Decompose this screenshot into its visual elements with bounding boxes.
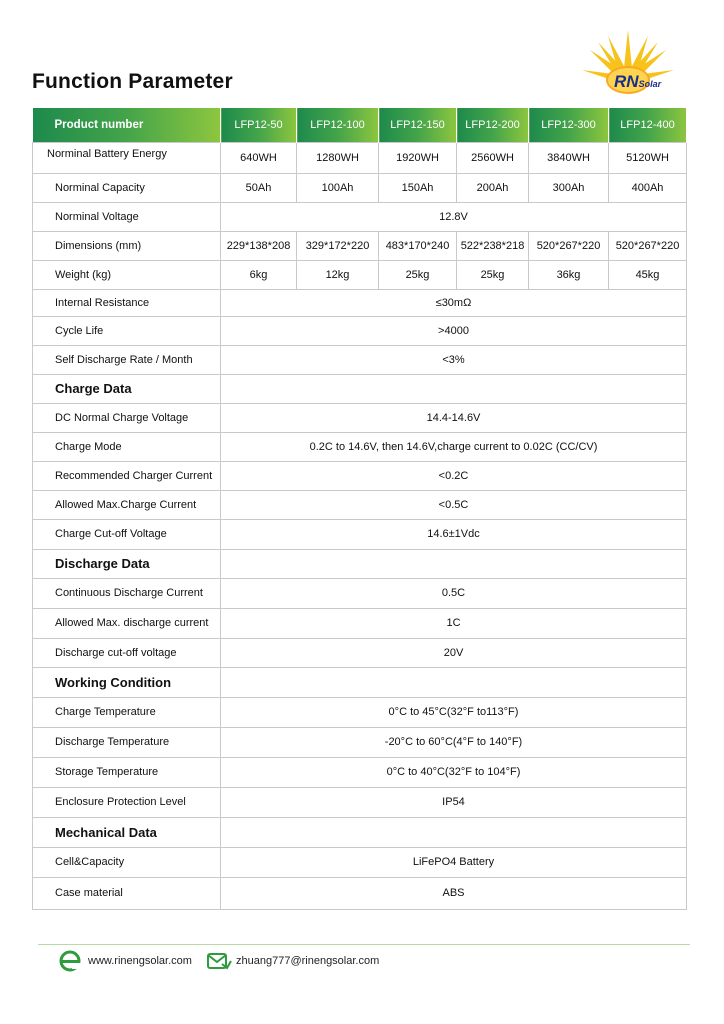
footer-divider	[38, 944, 690, 945]
header-row	[33, 108, 687, 142]
capacity-row	[33, 173, 687, 202]
dimensions-value: 520*267*220	[529, 231, 609, 260]
charge-data-heading: Charge Data	[33, 374, 221, 403]
max-discharge-value: 1C	[221, 608, 687, 638]
model-lfp12-50: LFP12-50	[221, 108, 297, 142]
max-charge-current-value: <0.5C	[221, 490, 687, 519]
protection-level-row	[33, 787, 687, 817]
discharge-data-section-row	[33, 549, 687, 578]
model-lfp12-100: LFP12-100	[297, 108, 379, 142]
self-discharge-value: <3%	[221, 345, 687, 374]
storage-temperature-value: 0°C to 40°C(32°F to 104°F)	[221, 757, 687, 787]
dimensions-value: 522*238*218	[457, 231, 529, 260]
protection-level-label: Enclosure Protection Level	[33, 787, 221, 817]
energy-value: 1920WH	[379, 142, 457, 173]
dc-charge-voltage-value: 14.4-14.6V	[221, 403, 687, 432]
discharge-cutoff-row	[33, 638, 687, 667]
mechanical-data-section-row	[33, 817, 687, 847]
energy-row	[33, 142, 687, 173]
weight-label: Weight (kg)	[33, 260, 221, 289]
storage-temperature-row	[33, 757, 687, 787]
voltage-value: 12.8V	[221, 202, 687, 231]
self-discharge-row	[33, 345, 687, 374]
charge-cutoff-row	[33, 519, 687, 549]
cell-capacity-value: LiFePO4 Battery	[221, 847, 687, 877]
dc-charge-voltage-label: DC Normal Charge Voltage	[33, 403, 221, 432]
dimensions-value: 483*170*240	[379, 231, 457, 260]
capacity-value: 400Ah	[609, 173, 687, 202]
continuous-discharge-label: Continuous Discharge Current	[33, 578, 221, 608]
energy-value: 5120WH	[609, 142, 687, 173]
charge-cutoff-value: 14.6±1Vdc	[221, 519, 687, 549]
case-material-row	[33, 877, 687, 909]
cycle-life-value: >4000	[221, 316, 687, 345]
cell-capacity-row	[33, 847, 687, 877]
resistance-row	[33, 289, 687, 316]
charge-mode-row	[33, 432, 687, 461]
continuous-discharge-value: 0.5C	[221, 578, 687, 608]
dimensions-label: Dimensions (mm)	[33, 231, 221, 260]
weight-value: 6kg	[221, 260, 297, 289]
capacity-value: 300Ah	[529, 173, 609, 202]
energy-label: Norminal Battery Energy	[47, 147, 167, 160]
email-icon	[206, 951, 232, 971]
max-charge-current-row	[33, 490, 687, 519]
dc-charge-voltage-row	[33, 403, 687, 432]
logo-solar-text: Solar	[638, 79, 662, 89]
energy-value: 2560WH	[457, 142, 529, 173]
working-condition-section-row	[33, 667, 687, 697]
case-material-label: Case material	[33, 877, 221, 909]
case-material-value: ABS	[221, 877, 687, 909]
model-lfp12-400: LFP12-400	[609, 108, 687, 142]
cycle-life-label: Cycle Life	[33, 316, 221, 345]
email-link[interactable]: zhuang777@rinengsolar.com	[236, 955, 380, 967]
mechanical-data-heading: Mechanical Data	[33, 817, 221, 847]
discharge-temperature-label: Discharge Temperature	[33, 727, 221, 757]
model-lfp12-300: LFP12-300	[529, 108, 609, 142]
recommended-charger-current-value: <0.2C	[221, 461, 687, 490]
weight-value: 25kg	[379, 260, 457, 289]
dimensions-value: 229*138*208	[221, 231, 297, 260]
function-parameter-table	[32, 108, 687, 910]
discharge-temperature-value: -20°C to 60°C(4°F to 140°F)	[221, 727, 687, 757]
charge-mode-value: 0.2C to 14.6V, then 14.6V,charge current to 0.02C (CC/CV)	[221, 432, 687, 461]
charge-temperature-label: Charge Temperature	[33, 697, 221, 727]
capacity-value: 100Ah	[297, 173, 379, 202]
resistance-value: ≤30mΩ	[221, 289, 687, 316]
recommended-charger-current-label: Recommended Charger Current	[33, 461, 221, 490]
discharge-data-heading: Discharge Data	[33, 549, 221, 578]
charge-cutoff-label: Charge Cut-off Voltage	[33, 519, 221, 549]
weight-row	[33, 260, 687, 289]
weight-value: 45kg	[609, 260, 687, 289]
energy-value: 1280WH	[297, 142, 379, 173]
logo-rn-text: RN	[614, 72, 639, 91]
dimensions-row	[33, 231, 687, 260]
dimensions-value: 520*267*220	[609, 231, 687, 260]
page-title: Function Parameter	[32, 70, 233, 93]
web-icon	[58, 949, 82, 973]
discharge-cutoff-value: 20V	[221, 638, 687, 667]
working-condition-heading: Working Condition	[33, 667, 221, 697]
storage-temperature-label: Storage Temperature	[33, 757, 221, 787]
capacity-value: 50Ah	[221, 173, 297, 202]
energy-value: 640WH	[221, 142, 297, 173]
charge-temperature-value: 0°C to 45°C(32°F to113°F)	[221, 697, 687, 727]
weight-value: 12kg	[297, 260, 379, 289]
resistance-label: Internal Resistance	[33, 289, 221, 316]
discharge-temperature-row	[33, 727, 687, 757]
max-charge-current-label: Allowed Max.Charge Current	[33, 490, 221, 519]
max-discharge-row	[33, 608, 687, 638]
product-number-label: Product number	[33, 108, 221, 142]
protection-level-value: IP54	[221, 787, 687, 817]
weight-value: 25kg	[457, 260, 529, 289]
recommended-charger-current-row	[33, 461, 687, 490]
self-discharge-label: Self Discharge Rate / Month	[33, 345, 221, 374]
model-lfp12-200: LFP12-200	[457, 108, 529, 142]
charge-mode-label: Charge Mode	[33, 432, 221, 461]
charge-temperature-row	[33, 697, 687, 727]
voltage-label: Norminal Voltage	[33, 202, 221, 231]
capacity-value: 200Ah	[457, 173, 529, 202]
energy-value: 3840WH	[529, 142, 609, 173]
charge-data-section-row	[33, 374, 687, 403]
weight-value: 36kg	[529, 260, 609, 289]
model-lfp12-150: LFP12-150	[379, 108, 457, 142]
capacity-label: Norminal Capacity	[33, 173, 221, 202]
website-link[interactable]: www.rinengsolar.com	[88, 955, 192, 967]
capacity-value: 150Ah	[379, 173, 457, 202]
company-logo-sun	[578, 28, 678, 104]
continuous-discharge-row	[33, 578, 687, 608]
company-logo-text	[614, 72, 661, 92]
voltage-row	[33, 202, 687, 231]
cycle-life-row	[33, 316, 687, 345]
dimensions-value: 329*172*220	[297, 231, 379, 260]
cell-capacity-label: Cell&Capacity	[33, 847, 221, 877]
max-discharge-label: Allowed Max. discharge current	[33, 608, 221, 638]
discharge-cutoff-label: Discharge cut-off voltage	[33, 638, 221, 667]
